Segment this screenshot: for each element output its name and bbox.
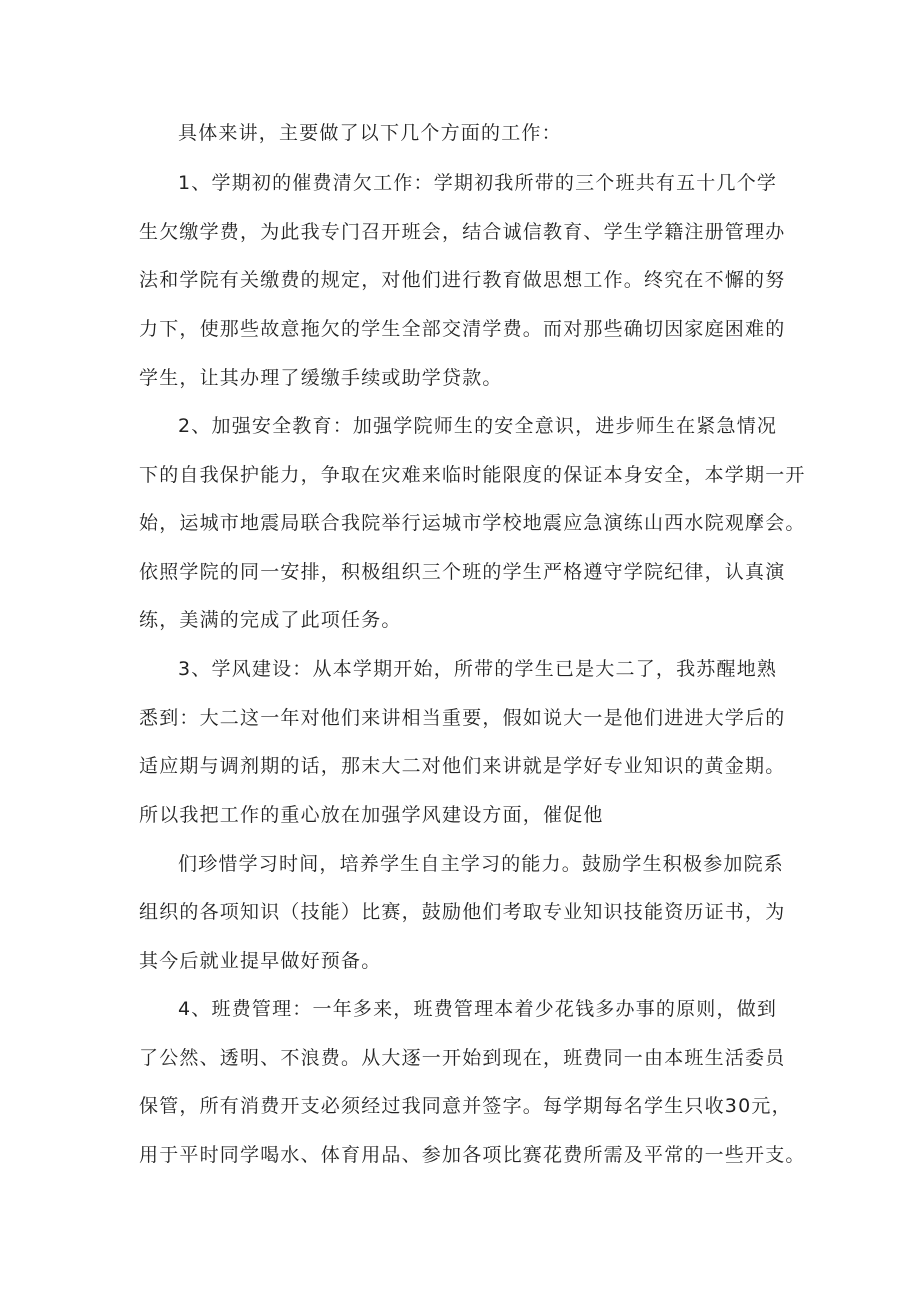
section-1-line-2: 生欠缴学费，为此我专门召开班会，结合诚信教育、学生学籍注册管理办 [139, 221, 786, 243]
section-2-line-5: 练，美满的完成了此项任务。 [139, 609, 402, 631]
section-3-line-6: 组织的各项知识（技能）比赛，鼓励他们考取专业知识技能资历证书，为 [139, 901, 786, 923]
section-4-line-1: 4、班费管理：一年多来，班费管理本着少花钱多办事的原则，做到 [178, 998, 778, 1020]
section-3-line-4: 所以我把工作的重心放在加强学风建设方面，催促他 [139, 804, 604, 826]
section-2-line-1: 2、加强安全教育：加强学院师生的安全意识，进步师生在紧急情况 [178, 415, 778, 437]
section-1-line-3: 法和学院有关缴费的规定，对他们进行教育做思想工作。终究在不懈的努 [139, 269, 786, 291]
section-3-line-2: 悉到：大二这一年对他们来讲相当重要，假如说大一是他们进进大学后的 [139, 707, 786, 729]
section-1-line-4: 力下，使那些故意拖欠的学生全部交清学费。而对那些确切因家庭困难的 [139, 318, 786, 340]
section-2-line-3: 始，运城市地震局联合我院举行运城市学校地震应急演练山西水院观摩会。 [139, 512, 806, 534]
section-4-line-3: 保管，所有消费开支必须经过我同意并签字。每学期每名学生只收30元， [139, 1095, 792, 1117]
section-1-line-1: 1、学期初的催费清欠工作：学期初我所带的三个班共有五十几个学 [178, 172, 778, 194]
section-1-line-5: 学生，让其办理了缓缴手续或助学贷款。 [139, 367, 503, 389]
section-3-line-1: 3、学风建设：从本学期开始，所带的学生已是大二了，我苏醒地熟 [178, 658, 778, 680]
section-4-line-4: 用于平时同学喝水、体育用品、参加各项比赛花费所需及平常的一些开支。 [139, 1144, 806, 1166]
intro-line: 具体来讲，主要做了以下几个方面的工作： [178, 122, 562, 144]
section-2-line-2: 下的自我保护能力，争取在灾难来临时能限度的保证本身安全，本学期一开 [139, 464, 806, 486]
section-3-line-7: 其今后就业提早做好预备。 [139, 950, 382, 972]
section-2-line-4: 依照学院的同一安排，积极组织三个班的学生严格遵守学院纪律，认真演 [139, 561, 786, 583]
section-3-line-5: 们珍惜学习时间，培养学生自主学习的能力。鼓励学生积极参加院系 [178, 853, 785, 875]
section-3-line-3: 适应期与调剂期的话，那末大二对他们来讲就是学好专业知识的黄金期。 [139, 755, 786, 777]
section-4-line-2: 了公然、透明、不浪费。从大逐一开始到现在，班费同一由本班生活委员 [139, 1047, 786, 1069]
